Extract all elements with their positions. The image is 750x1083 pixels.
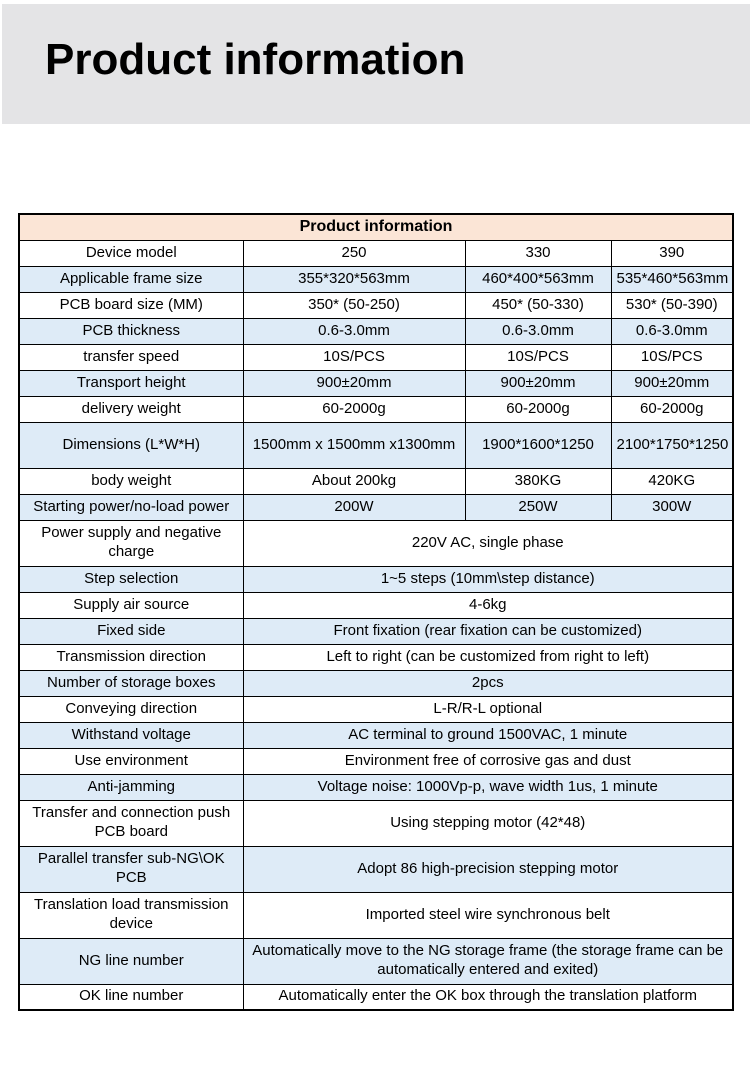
table-title-row <box>19 214 733 240</box>
row-value: 1500mm x 1500mm x1300mm <box>243 422 465 468</box>
row-label: Anti-jamming <box>19 774 243 800</box>
row-label: NG line number <box>19 938 243 984</box>
row-label: transfer speed <box>19 344 243 370</box>
row-value: Voltage noise: 1000Vp-p, wave width 1us, 1 minute <box>243 774 733 800</box>
table-row <box>19 670 733 696</box>
table-row <box>19 644 733 670</box>
row-value: 60-2000g <box>465 396 611 422</box>
table-row <box>19 240 733 266</box>
row-value: 2100*1750*1250 <box>611 422 733 468</box>
table-title: Product information <box>19 214 733 240</box>
row-label: Parallel transfer sub-NG\OK PCB <box>19 846 243 892</box>
row-value: 250W <box>465 494 611 520</box>
table-row <box>19 520 733 566</box>
row-value: Imported steel wire synchronous belt <box>243 892 733 938</box>
table-row <box>19 422 733 468</box>
row-value: 200W <box>243 494 465 520</box>
table-row <box>19 892 733 938</box>
row-value: 2pcs <box>243 670 733 696</box>
table-body <box>19 240 733 1010</box>
row-value: 355*320*563mm <box>243 266 465 292</box>
row-value: 300W <box>611 494 733 520</box>
table-row <box>19 318 733 344</box>
row-value: 10S/PCS <box>611 344 733 370</box>
row-value: Front fixation (rear fixation can be customized) <box>243 618 733 644</box>
page-banner <box>2 4 750 124</box>
row-value: 460*400*563mm <box>465 266 611 292</box>
row-value: 390 <box>611 240 733 266</box>
table-row <box>19 938 733 984</box>
row-value: 450* (50-330) <box>465 292 611 318</box>
product-info-table <box>18 213 734 1011</box>
table-row <box>19 748 733 774</box>
row-label: Applicable frame size <box>19 266 243 292</box>
row-value: 350* (50-250) <box>243 292 465 318</box>
row-label: Device model <box>19 240 243 266</box>
row-label: PCB thickness <box>19 318 243 344</box>
table-row <box>19 800 733 846</box>
row-label: Starting power/no-load power <box>19 494 243 520</box>
table-row <box>19 566 733 592</box>
row-label: body weight <box>19 468 243 494</box>
row-label: Transmission direction <box>19 644 243 670</box>
table-row <box>19 370 733 396</box>
table-row <box>19 494 733 520</box>
row-value: Automatically move to the NG storage frame (the storage frame can be automatically entered and exited) <box>243 938 733 984</box>
table-row <box>19 984 733 1010</box>
table-row <box>19 722 733 748</box>
row-label: Number of storage boxes <box>19 670 243 696</box>
row-value: 4-6kg <box>243 592 733 618</box>
table-row <box>19 396 733 422</box>
table-row <box>19 618 733 644</box>
row-value: 900±20mm <box>465 370 611 396</box>
row-label: delivery weight <box>19 396 243 422</box>
row-value: 420KG <box>611 468 733 494</box>
row-value: 0.6-3.0mm <box>611 318 733 344</box>
row-value: 900±20mm <box>611 370 733 396</box>
row-label: Dimensions (L*W*H) <box>19 422 243 468</box>
table-row <box>19 696 733 722</box>
row-value: 10S/PCS <box>465 344 611 370</box>
row-value: 250 <box>243 240 465 266</box>
row-label: Translation load transmission device <box>19 892 243 938</box>
row-value: 380KG <box>465 468 611 494</box>
row-value: Adopt 86 high-precision stepping motor <box>243 846 733 892</box>
table-row <box>19 266 733 292</box>
row-value: 530* (50-390) <box>611 292 733 318</box>
row-label: Step selection <box>19 566 243 592</box>
page-title: Product information <box>45 35 466 84</box>
row-value: 330 <box>465 240 611 266</box>
table-row <box>19 344 733 370</box>
table-row <box>19 292 733 318</box>
product-info-table-wrap <box>18 213 732 1011</box>
row-value: 0.6-3.0mm <box>243 318 465 344</box>
row-value: About 200kg <box>243 468 465 494</box>
row-label: Transfer and connection push PCB board <box>19 800 243 846</box>
row-value: Environment free of corrosive gas and dust <box>243 748 733 774</box>
row-value: Left to right (can be customized from right to left) <box>243 644 733 670</box>
row-label: Withstand voltage <box>19 722 243 748</box>
row-value: L-R/R-L optional <box>243 696 733 722</box>
table-row <box>19 468 733 494</box>
table-row <box>19 592 733 618</box>
row-label: Use environment <box>19 748 243 774</box>
row-label: PCB board size (MM) <box>19 292 243 318</box>
row-value: Using stepping motor (42*48) <box>243 800 733 846</box>
row-value: Automatically enter the OK box through the translation platform <box>243 984 733 1010</box>
row-value: 60-2000g <box>243 396 465 422</box>
row-value: 1~5 steps (10mm\step distance) <box>243 566 733 592</box>
table-row <box>19 846 733 892</box>
row-value: 220V AC, single phase <box>243 520 733 566</box>
row-label: Transport height <box>19 370 243 396</box>
row-value: 60-2000g <box>611 396 733 422</box>
row-label: OK line number <box>19 984 243 1010</box>
row-label: Fixed side <box>19 618 243 644</box>
row-value: AC terminal to ground 1500VAC, 1 minute <box>243 722 733 748</box>
row-value: 535*460*563mm <box>611 266 733 292</box>
row-value: 900±20mm <box>243 370 465 396</box>
row-value: 0.6-3.0mm <box>465 318 611 344</box>
row-value: 1900*1600*1250 <box>465 422 611 468</box>
row-label: Supply air source <box>19 592 243 618</box>
table-row <box>19 774 733 800</box>
row-label: Conveying direction <box>19 696 243 722</box>
row-value: 10S/PCS <box>243 344 465 370</box>
row-label: Power supply and negative charge <box>19 520 243 566</box>
